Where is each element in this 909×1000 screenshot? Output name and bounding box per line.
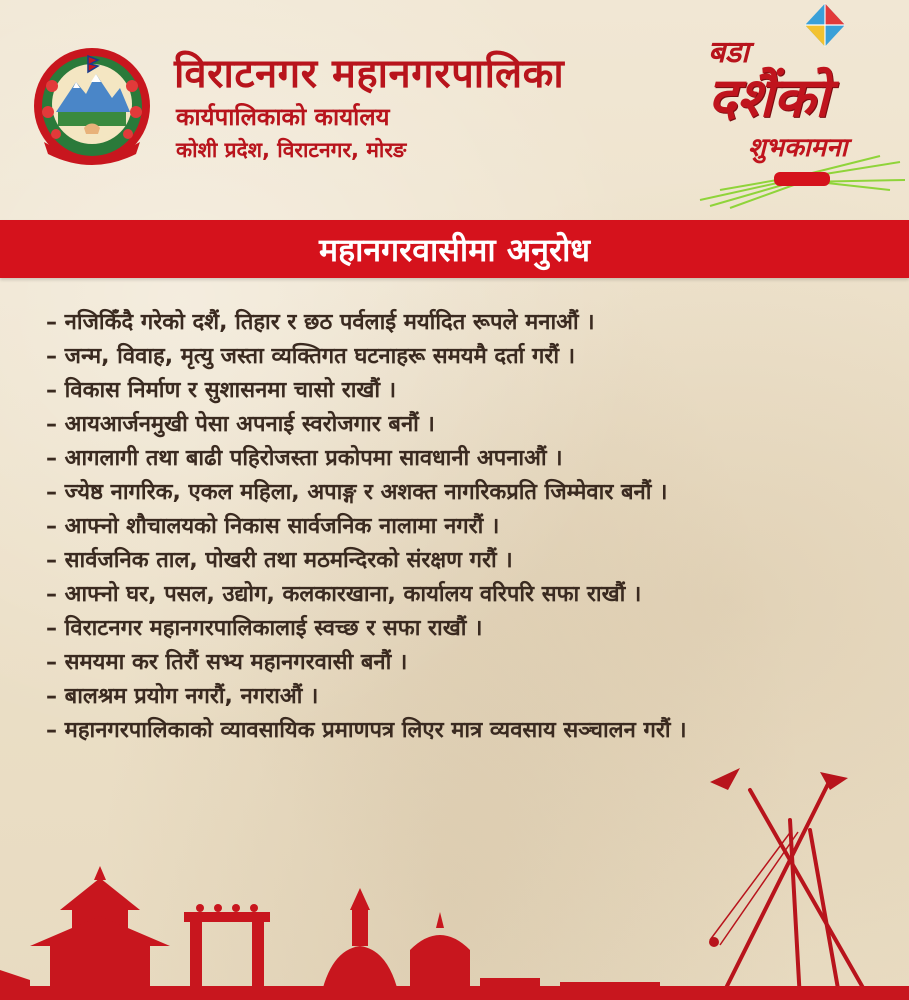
request-item: – महानगरपालिकाको व्यावसायिक प्रमाणपत्र लिएर मात्र व्यवसाय सञ्चालन गरौं । — [46, 718, 687, 743]
jamara-grass-icon — [690, 150, 909, 210]
banner-title: महानगरवासीमा अनुरोध — [318, 231, 591, 269]
request-item: – विराटनगर महानगरपालिकालाई स्वच्छ र सफा राखौं । — [46, 616, 483, 641]
org-name: विराटनगर महानगरपालिका — [174, 51, 565, 97]
request-item: – जन्म, विवाह, मृत्यु जस्ता व्यक्तिगत घटनाहरू समयमै दर्ता गरौं । — [46, 344, 576, 369]
kite-icon — [802, 2, 848, 48]
nepal-government-emblem-icon — [28, 42, 156, 170]
temple-skyline-icon — [0, 850, 909, 1000]
requests-list — [46, 306, 896, 748]
request-item: – नजिकिँदै गरेको दशैं, तिहार र छठ पर्वलाई मर्यादित रूपले मनाऔं । — [46, 310, 595, 335]
request-item: – आफ्नो शौचालयको निकास सार्वजनिक नालामा नगरौं । — [46, 514, 500, 539]
greeting-line-3: शुभकामना — [748, 133, 848, 163]
dashain-greeting — [690, 0, 909, 215]
title-banner — [0, 220, 909, 278]
request-item: – समयमा कर तिरौं सभ्य महानगरवासी बनौं । — [46, 650, 408, 675]
request-item: – विकास निर्माण र सुशासनमा चासो राखौं । — [46, 378, 397, 403]
request-item: – आफ्नो घर, पसल, उद्योग, कलकारखाना, कार्यालय वरिपरि सफा राखौं । — [46, 582, 642, 607]
request-item: – आगलागी तथा बाढी पहिरोजस्ता प्रकोपमा सावधानी अपनाऔं । — [46, 446, 563, 471]
greeting-line-1: बडा — [708, 35, 749, 70]
office-name: कार्यपालिकाको कार्यालय — [176, 103, 390, 131]
request-item: – ज्येष्ठ नागरिक, एकल महिला, अपाङ्ग र अशक्त नागरिकप्रति जिम्मेवार बनौं । — [46, 480, 668, 505]
greeting-line-2: दशैंको — [708, 66, 829, 129]
office-address: कोशी प्रदेश, विराटनगर, मोरङ — [176, 138, 407, 162]
request-item: – आयआर्जनमुखी पेसा अपनाई स्वरोजगार बनौं । — [46, 412, 435, 437]
request-item: – बालश्रम प्रयोग नगरौं, नगराऔं । — [46, 684, 319, 709]
request-item: – सार्वजनिक ताल, पोखरी तथा मठमन्दिरको संरक्षण गरौं । — [46, 548, 513, 573]
